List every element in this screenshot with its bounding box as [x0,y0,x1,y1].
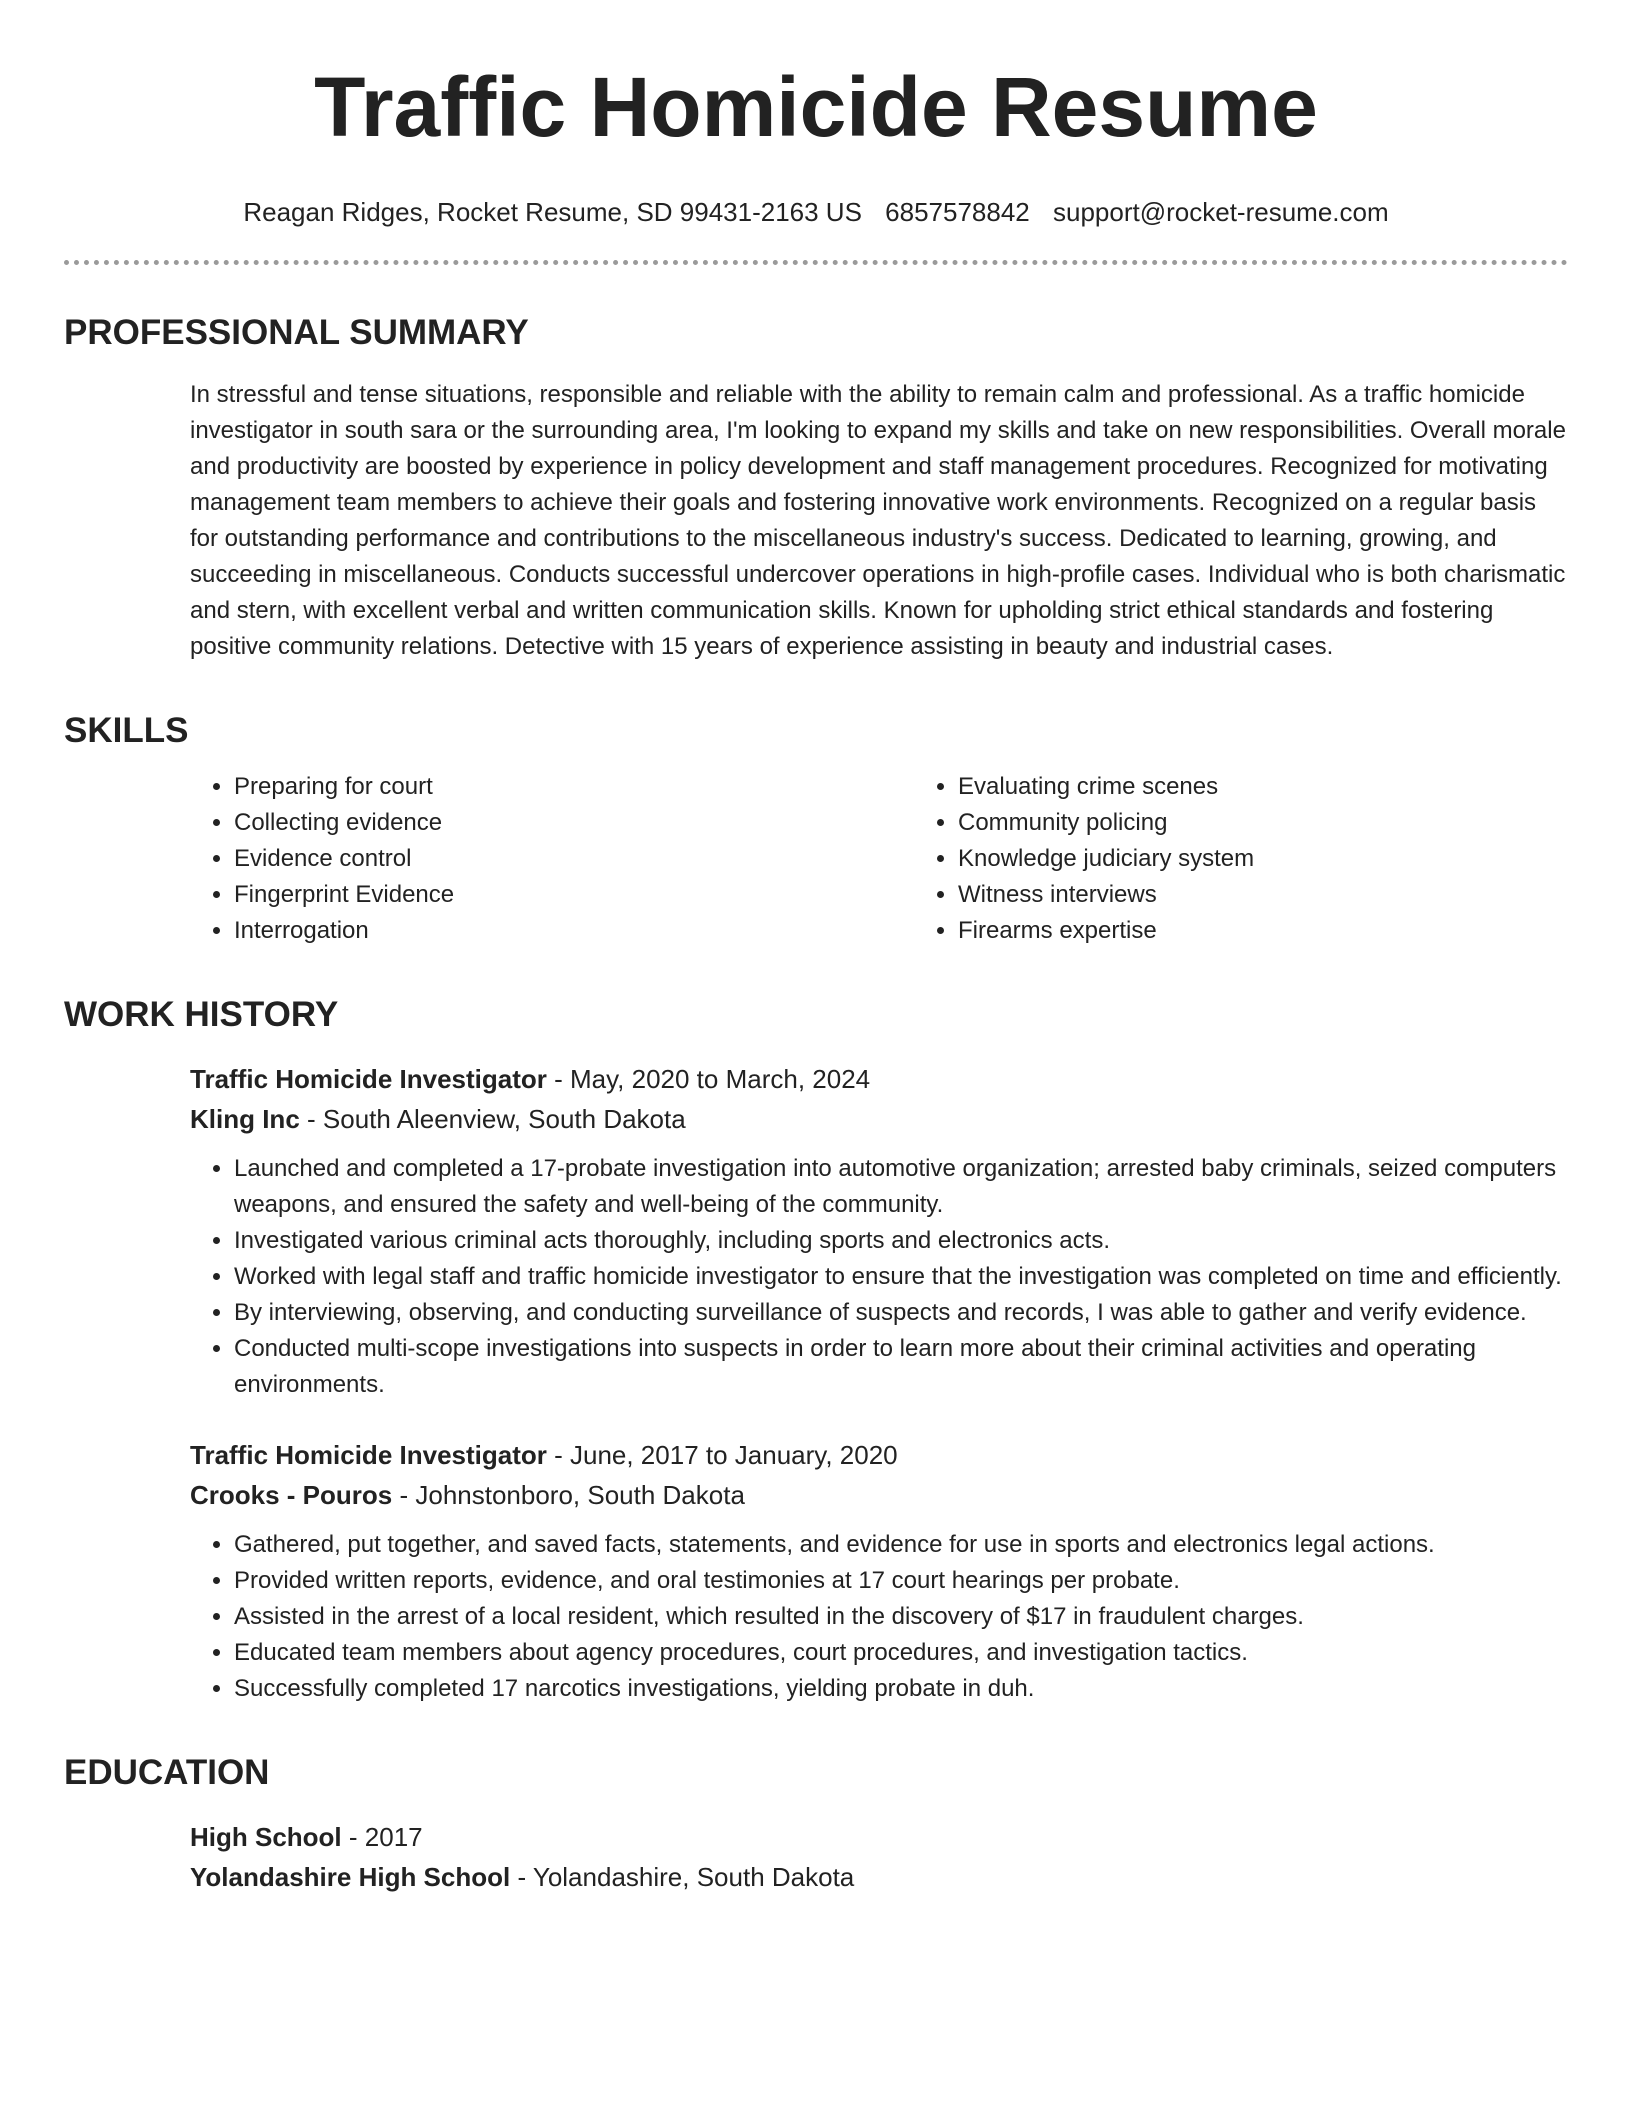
education-entry [190,1817,1568,1897]
duty-item: • Provided written reports, evidence, and oral testimonies at 17 court hearings per probate. [234,1563,1568,1599]
duty-item: • Launched and completed a 17-probate investigation into automotive organization; arrested baby criminals, seized computers weapons, and ensured the safety and well-being of the community. [234,1151,1568,1223]
skill-item: • Knowledge judiciary system [958,841,1568,877]
summary-text: In stressful and tense situations, responsible and reliable with the ability to remain calm and professional. As a traffic homicide investigator in south sara or the surrounding area, I'm looking to expand my skills and take on new responsibilities. Overall morale and productivity are boosted by experience in policy development and staff management procedures. Recognized for motivating management team members to achieve their goals and fostering innovative work environments. Recognized on a regular basis for outstanding performance and contributions to the miscellaneous industry's success. Dedicated to learning, growing, and succeeding in miscellaneous. Conducts successful undercover operations in high-profile cases. Individual who is both charismatic and stern, with excellent verbal and written communication skills. Known for upholding strict ethical standards and fostering positive community relations. Detective with 15 years of experience assisting in beauty and industrial cases. [190,381,1566,660]
job-title: Traffic Homicide Investigator [190,1064,547,1094]
job-duties [190,1527,1568,1707]
duty-item: • Gathered, put together, and saved facts, statements, and evidence for use in sports and electronics legal actions. [234,1527,1568,1563]
header-divider [64,260,1568,265]
skills-list-left [190,769,914,949]
work-history-heading: WORK HISTORY [64,995,339,1034]
work-history-section [64,993,1568,1707]
resume-title: Traffic Homicide Resume [314,60,1318,154]
job-location: - Johnstonboro, South Dakota [392,1480,745,1510]
summary-section [64,311,1568,665]
job-location: - South Aleenview, South Dakota [299,1104,686,1134]
job-dates: - May, 2020 to March, 2024 [546,1064,871,1094]
education-heading: EDUCATION [64,1753,270,1792]
skill-item: • Evaluating crime scenes [958,769,1568,805]
job-title-line [190,1059,1568,1099]
job-company-line [190,1099,1568,1139]
duty-item: • Educated team members about agency procedures, court procedures, and investigation tactics. [234,1635,1568,1671]
duty-item: • Conducted multi-scope investigations into suspects in order to learn more about their criminal activities and operating environments. [234,1331,1568,1403]
job-duties [190,1151,1568,1403]
education-school: Yolandashire High School [190,1862,511,1892]
skills-list-right [914,769,1568,949]
contact-email: support@rocket-resume.com [1053,197,1389,227]
skill-item: • Collecting evidence [234,805,914,841]
duty-item: • Worked with legal staff and traffic homicide investigator to ensure that the investigation was completed on time and efficiently. [234,1259,1568,1295]
education-section [64,1751,1568,1897]
summary-heading: PROFESSIONAL SUMMARY [64,313,529,352]
skill-item: • Community policing [958,805,1568,841]
skill-item: • Evidence control [234,841,914,877]
duty-item: • By interviewing, observing, and conducting surveillance of suspects and records, I was able to gather and verify evidence. [234,1295,1568,1331]
skills-section [64,709,1568,949]
job-title: Traffic Homicide Investigator [190,1440,547,1470]
job-title-line [190,1435,1568,1475]
job-company-line [190,1475,1568,1515]
duty-item: • Successfully completed 17 narcotics investigations, yielding probate in duh. [234,1671,1568,1707]
job-company: Kling Inc [190,1104,300,1134]
job-entry [190,1435,1568,1707]
job-entry [190,1059,1568,1403]
contact-address: Reagan Ridges, Rocket Resume, SD 99431-2163 US [243,197,862,227]
duty-item: • Investigated various criminal acts thoroughly, including sports and electronics acts. [234,1223,1568,1259]
education-degree-line [190,1817,1568,1857]
education-year: - 2017 [341,1822,423,1852]
contact-line [64,194,1568,230]
skill-item: • Firearms expertise [958,913,1568,949]
skills-columns [190,769,1568,949]
contact-phone: 6857578842 [885,197,1030,227]
education-location: - Yolandashire, South Dakota [510,1862,855,1892]
skill-item: • Witness interviews [958,877,1568,913]
skills-heading: SKILLS [64,711,189,750]
job-dates: - June, 2017 to January, 2020 [546,1440,898,1470]
skill-item: • Interrogation [234,913,914,949]
duty-item: • Assisted in the arrest of a local resident, which resulted in the discovery of $17 in fraudulent charges. [234,1599,1568,1635]
skill-item: • Preparing for court [234,769,914,805]
skill-item: • Fingerprint Evidence [234,877,914,913]
education-school-line [190,1857,1568,1897]
job-company: Crooks - Pouros [190,1480,393,1510]
education-degree: High School [190,1822,342,1852]
